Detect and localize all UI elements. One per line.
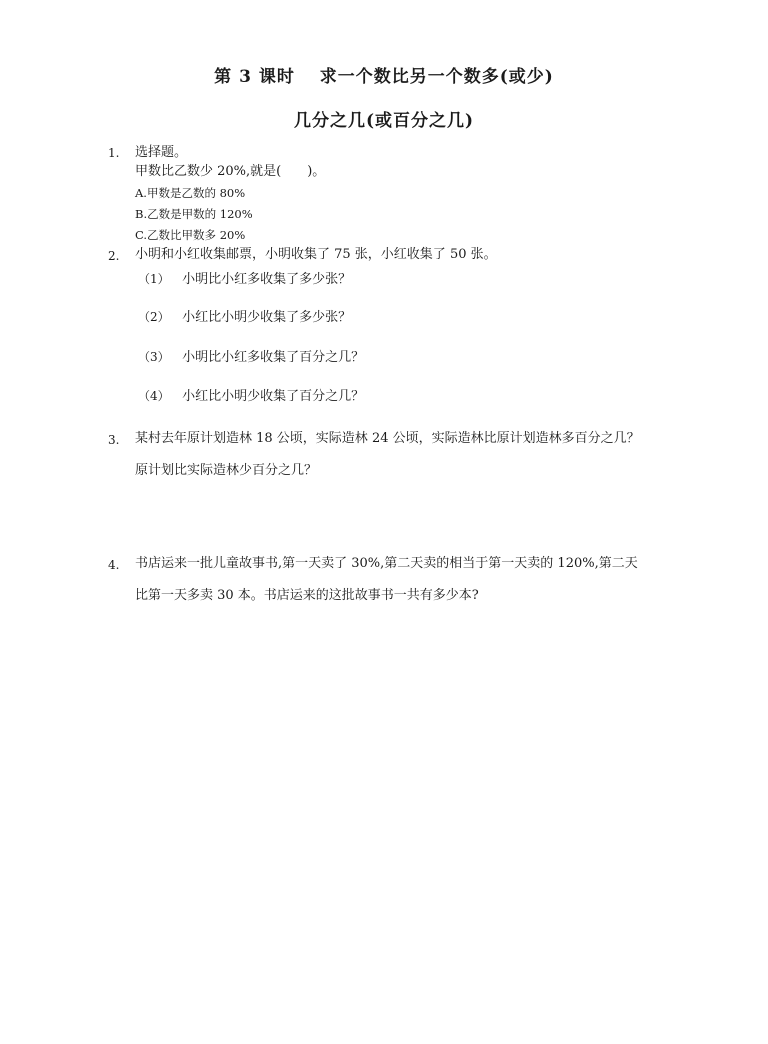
lesson-subtitle: 几分之几(或百分之几) bbox=[293, 111, 475, 131]
q3-line-2: 原计划比实际造林少百分之几？ bbox=[135, 463, 318, 478]
q2-sub-3 bbox=[138, 346, 364, 365]
q2-sub-4-label: （4） bbox=[138, 389, 170, 403]
q2-sub-2-label: （2） bbox=[138, 310, 170, 324]
q2-sub-4 bbox=[138, 385, 364, 404]
q4-number: 4. bbox=[108, 558, 120, 572]
q2-sub-1 bbox=[138, 268, 351, 287]
q2-stem: 小明和小红收集邮票，小明收集了 75 张，小红收集了 50 张。 bbox=[135, 247, 497, 262]
q1-option-c: C.乙数比甲数多 20% bbox=[135, 228, 246, 242]
q1-stem: 甲数比乙数少 20%,就是( )。 bbox=[135, 164, 326, 179]
q2-sub-2 bbox=[138, 306, 351, 325]
q4-line-2: 比第一天多卖 30 本。书店运来的这批故事书一共有多少本? bbox=[135, 588, 479, 603]
q3-line-1: 某村去年原计划造林 18 公顷，实际造林 24 公顷，实际造林比原计划造林多百分之几？ bbox=[135, 431, 640, 446]
q2-sub-1-text: 小明比小红多收集了多少张？ bbox=[182, 272, 352, 287]
q2-sub-3-label: （3） bbox=[138, 350, 170, 364]
q2-sub-4-text: 小红比小明少收集了百分之几？ bbox=[182, 389, 365, 404]
q4-line-1: 书店运来一批儿童故事书,第一天卖了 30%,第二天卖的相当于第一天卖的 120%,第二天 bbox=[135, 556, 638, 571]
q1-option-b: B.乙数是甲数的 120% bbox=[135, 207, 253, 221]
lesson-title: 第 3 课时 求一个数比另一个数多(或少) bbox=[214, 67, 554, 87]
q1-heading: 选择题。 bbox=[135, 145, 188, 160]
q1-number: 1. bbox=[108, 146, 120, 160]
q1-option-a: A.甲数是乙数的 80% bbox=[135, 186, 246, 200]
q2-sub-2-text: 小红比小明少收集了多少张？ bbox=[182, 310, 352, 325]
q2-sub-3-text: 小明比小红多收集了百分之几？ bbox=[182, 350, 365, 365]
q2-number: 2. bbox=[108, 249, 120, 263]
q2-sub-1-label: （1） bbox=[138, 272, 170, 286]
q3-number: 3. bbox=[108, 433, 120, 447]
